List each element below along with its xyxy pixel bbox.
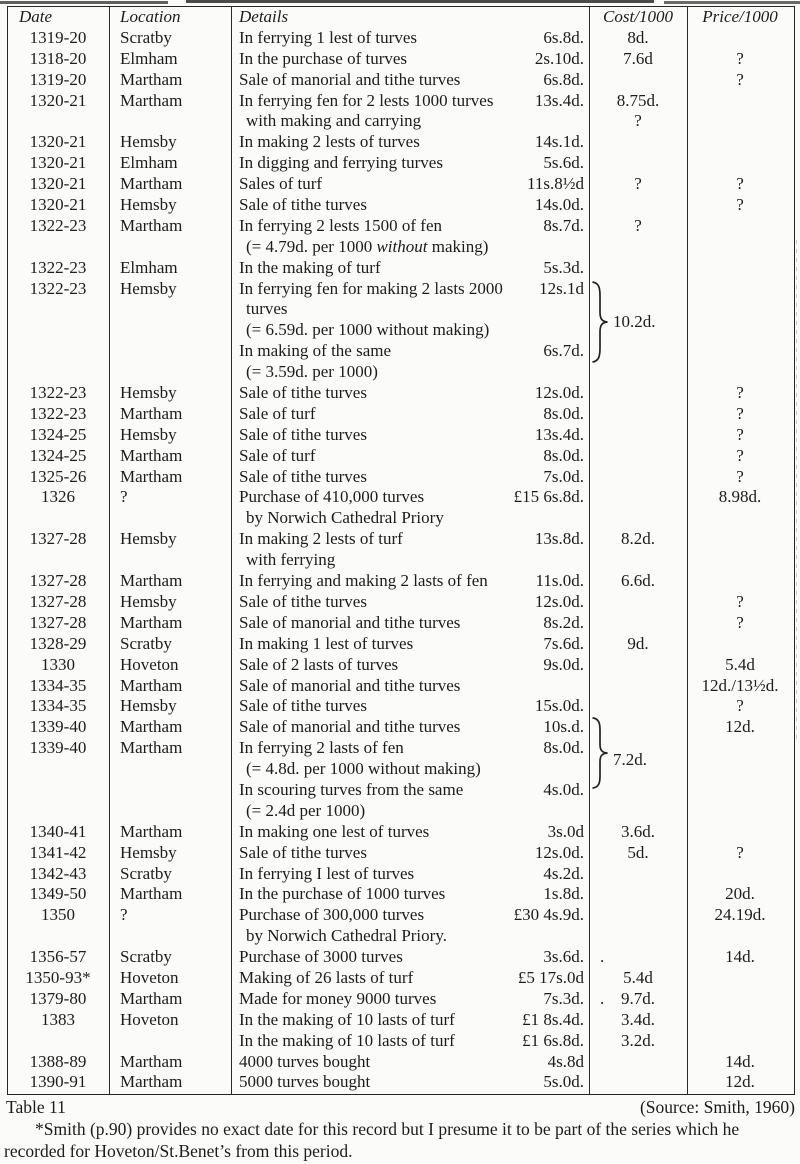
date-cell: 1356-57	[29, 947, 87, 967]
table-row	[8, 467, 794, 488]
details-cell: Sale of manorial and tithe turves	[239, 612, 461, 632]
table-row	[8, 341, 794, 362]
cost-cell: 7.6d	[623, 48, 653, 68]
price-cell: ?	[736, 69, 744, 89]
amount-cell: 3s.0d	[547, 821, 584, 841]
date-cell: 1322-23	[29, 278, 87, 298]
date-cell: 1339-40	[29, 738, 87, 758]
table-row	[8, 28, 794, 49]
cost-cell: 3.2d.	[621, 1030, 655, 1050]
location-cell: Hemsby	[120, 424, 177, 444]
table-row	[8, 446, 794, 467]
price-cell: ?	[736, 403, 744, 423]
cost-cell: 3.4d.	[621, 1009, 655, 1029]
table-row	[8, 1052, 794, 1073]
table-row	[8, 49, 794, 70]
table-caption: Table 11	[6, 1097, 66, 1117]
details-cell: (= 2.4d per 1000)	[246, 800, 366, 820]
table-row	[8, 884, 794, 905]
location-cell: Hoveton	[120, 967, 179, 987]
amount-cell: 9s.0d.	[543, 654, 584, 674]
table-row	[8, 989, 794, 1010]
amount-cell: 5s.0d.	[543, 1072, 584, 1092]
price-cell: ?	[736, 424, 744, 444]
cost-cell: 3.6d.	[621, 821, 655, 841]
amount-cell: 13s.4d.	[534, 90, 584, 110]
amount-cell: 7s.0d.	[543, 466, 584, 486]
table-row	[8, 425, 794, 446]
details-cell: In the making of turf	[239, 257, 381, 277]
header-price: Price/1000	[702, 7, 778, 26]
details-cell: Purchase of 300,000 turves	[239, 905, 425, 925]
table-row	[8, 634, 794, 655]
details-cell: In digging and ferrying turves	[239, 153, 443, 173]
details-cell: Sale of manorial and tithe turves	[239, 69, 461, 89]
date-cell: 1319-20	[29, 69, 87, 89]
amount-cell: 6s.8d.	[543, 27, 584, 47]
cost-cell: ?	[634, 215, 642, 235]
details-cell: Sale of tithe turves	[239, 591, 367, 611]
table-row	[8, 237, 794, 258]
table-row	[8, 926, 794, 947]
amount-cell: £1 8s.4d.	[522, 1009, 584, 1029]
location-cell: Martham	[120, 69, 183, 89]
scan-artifact	[0, 1, 168, 4]
price-cell: ?	[736, 383, 744, 403]
date-cell: 1383	[41, 1009, 75, 1029]
amount-cell: 8s.0d.	[543, 445, 584, 465]
price-cell: ?	[736, 591, 744, 611]
location-cell: Hemsby	[120, 195, 177, 215]
date-cell: 1388-89	[29, 1051, 87, 1071]
date-cell: 1328-29	[29, 633, 87, 653]
price-cell: 8.98d.	[718, 487, 762, 507]
cost-group-brace	[591, 281, 609, 368]
date-cell: 1340-41	[29, 821, 87, 841]
table-row	[8, 70, 794, 91]
details-cell: (= 3.59d. per 1000)	[246, 362, 378, 382]
details-cell: (= 6.59d. per 1000 without making)	[246, 320, 490, 340]
table-row	[8, 613, 794, 634]
header-cost: Cost/1000	[603, 7, 673, 26]
details-cell: Sale of tithe turves	[239, 424, 367, 444]
details-cell: In making 2 lests of turf	[239, 529, 403, 549]
cost-cell: ?	[634, 174, 642, 194]
price-cell: ?	[736, 195, 744, 215]
amount-cell: 2s.10d.	[534, 48, 584, 68]
details-cell: with making and carrying	[246, 111, 422, 131]
amount-cell: 4s.0d.	[543, 779, 584, 799]
price-cell: ?	[736, 445, 744, 465]
amount-cell: 4s.8d	[547, 1051, 584, 1071]
details-cell: In the making of 10 lasts of turf	[239, 1030, 455, 1050]
date-cell: 1320-21	[29, 90, 87, 110]
details-cell: In the purchase of turves	[239, 48, 408, 68]
location-cell: Scratby	[120, 27, 172, 47]
details-cell: Made for money 9000 turves	[239, 988, 437, 1008]
date-cell: 1319-20	[29, 27, 87, 47]
date-cell: 1350	[41, 905, 75, 925]
table-row	[8, 508, 794, 529]
date-cell: 1320-21	[29, 153, 87, 173]
details-cell: In ferrying I lest of turves	[239, 863, 415, 883]
location-cell: Hoveton	[120, 1009, 179, 1029]
table-row	[8, 404, 794, 425]
table-row	[8, 550, 794, 571]
table-row	[8, 717, 794, 738]
details-cell: Sale of tithe turves	[239, 383, 367, 403]
amount-cell: 15s.0d.	[534, 696, 584, 716]
date-cell: 1318-20	[29, 48, 87, 68]
details-cell: Sale of tithe turves	[239, 195, 367, 215]
details-cell: by Norwich Cathedral Priory	[246, 508, 444, 528]
location-cell: ?	[120, 905, 128, 925]
details-cell: (= 4.8d. per 1000 without making)	[246, 759, 481, 779]
details-cell: Sale of turf	[239, 403, 316, 423]
location-cell: Martham	[120, 174, 183, 194]
date-cell: 1339-40	[29, 717, 87, 737]
location-cell: Martham	[120, 215, 183, 235]
table-row	[8, 843, 794, 864]
table-row	[8, 91, 794, 112]
details-cell: In ferrying and making 2 lasts of fen	[239, 571, 488, 591]
amount-cell: 13s.8d.	[534, 529, 584, 549]
table-row	[8, 1031, 794, 1052]
cost-cell: 5d.	[627, 842, 649, 862]
amount-cell: £15 6s.8d.	[513, 487, 584, 507]
location-cell: Hemsby	[120, 278, 177, 298]
table-row	[8, 738, 794, 759]
details-cell: by Norwich Cathedral Priory.	[246, 926, 447, 946]
location-cell: Martham	[120, 445, 183, 465]
table-row	[8, 801, 794, 822]
amount-cell: 4s.2d.	[543, 863, 584, 883]
header-location: Location	[120, 7, 181, 26]
date-cell: 1334-35	[29, 696, 87, 716]
table-row	[8, 822, 794, 843]
details-cell: Sale of tithe turves	[239, 842, 367, 862]
location-cell: Martham	[120, 988, 183, 1008]
location-cell: Elmham	[120, 48, 178, 68]
amount-cell: 14s.0d.	[534, 195, 584, 215]
location-cell: Martham	[120, 1072, 183, 1092]
table-row	[8, 383, 794, 404]
cost-cell: 6.6d.	[621, 571, 655, 591]
location-cell: ?	[120, 487, 128, 507]
amount-cell: 3s.6d.	[543, 947, 584, 967]
details-cell: Purchase of 410,000 turves	[239, 487, 425, 507]
date-cell: 1341-42	[29, 842, 87, 862]
location-cell: Martham	[120, 675, 183, 695]
date-cell: 1322-23	[29, 383, 87, 403]
location-cell: Elmham	[120, 153, 178, 173]
date-cell: 1324-25	[29, 424, 87, 444]
table-row	[8, 132, 794, 153]
date-cell: 1326	[41, 487, 75, 507]
details-cell: In the making of 10 lasts of turf	[239, 1009, 455, 1029]
table-row	[8, 1010, 794, 1031]
date-cell: 1324-25	[29, 445, 87, 465]
cost-cell: 5.4d	[623, 967, 653, 987]
location-cell: Martham	[120, 717, 183, 737]
location-cell: Martham	[120, 403, 183, 423]
location-cell: Hemsby	[120, 842, 177, 862]
amount-cell: 6s.7d.	[543, 341, 584, 361]
details-cell: (= 4.79d. per 1000 without making)	[246, 236, 489, 256]
price-cell: ?	[736, 48, 744, 68]
date-cell: 1342-43	[29, 863, 87, 883]
location-cell: Martham	[120, 1051, 183, 1071]
date-cell: 1320-21	[29, 132, 87, 152]
location-cell: Martham	[120, 738, 183, 758]
table-row	[8, 529, 794, 550]
table-row	[8, 320, 794, 341]
amount-cell: 13s.4d.	[534, 424, 584, 444]
amount-cell: 14s.1d.	[534, 132, 584, 152]
table-row	[8, 299, 794, 320]
details-cell: Purchase of 3000 turves	[239, 947, 403, 967]
details-cell: Sale of 2 lasts of turves	[239, 654, 399, 674]
details-cell: In scouring turves from the same	[239, 779, 464, 799]
details-cell: Making of 26 lasts of turf	[239, 967, 414, 987]
scan-artifact	[664, 1, 800, 4]
date-cell: 1334-35	[29, 675, 87, 695]
location-cell: Martham	[120, 884, 183, 904]
amount-cell: 11s.8½d	[527, 174, 584, 194]
source-citation: (Source: Smith, 1960)	[639, 1097, 795, 1117]
details-cell: In ferrying fen for making 2 lasts 2000	[239, 278, 503, 298]
price-cell: 12d./13½d.	[701, 675, 779, 695]
date-cell: 1322-23	[29, 257, 87, 277]
price-cell: 20d.	[725, 884, 755, 904]
cost-cell: ?	[634, 111, 642, 131]
location-cell: Martham	[120, 612, 183, 632]
brace-cost-value: 7.2d.	[613, 750, 647, 769]
table-row	[8, 905, 794, 926]
location-cell: Martham	[120, 90, 183, 110]
date-cell: 1320-21	[29, 174, 87, 194]
table-row	[8, 864, 794, 885]
footnote-line-1: *Smith (p.90) provides no exact date for this record but I presume it to be part of the series which he	[35, 1119, 740, 1139]
table-row	[8, 279, 794, 300]
price-cell: 14d.	[725, 1051, 755, 1071]
details-cell: Sale of turf	[239, 445, 316, 465]
amount-cell: 12s.0d.	[534, 591, 584, 611]
cost-group-brace	[591, 717, 609, 794]
table-row	[8, 655, 794, 676]
details-cell: In ferrying 2 lasts of fen	[239, 738, 404, 758]
amount-cell: 12s.0d.	[534, 842, 584, 862]
amount-cell: £5 17s.0d	[517, 967, 584, 987]
amount-cell: 8s.2d.	[543, 612, 584, 632]
amount-cell: 8s.0d.	[543, 403, 584, 423]
location-cell: Scratby	[120, 947, 172, 967]
turves-data-table	[7, 6, 795, 1095]
location-cell: Martham	[120, 571, 183, 591]
location-cell: Scratby	[120, 633, 172, 653]
details-cell: Sale of tithe turves	[239, 696, 367, 716]
table-row	[8, 592, 794, 613]
amount-cell: 12s.0d.	[534, 383, 584, 403]
location-cell: Martham	[120, 821, 183, 841]
amount-cell: 12s.1d	[539, 278, 584, 298]
details-cell: In making one lest of turves	[239, 821, 430, 841]
date-cell: 1325-26	[29, 466, 87, 486]
price-cell: 12d.	[725, 717, 755, 737]
amount-cell: 11s.0d.	[535, 571, 584, 591]
amount-cell: 10s.d.	[543, 717, 584, 737]
location-cell: Hemsby	[120, 696, 177, 716]
location-cell: Hemsby	[120, 383, 177, 403]
date-cell: 1327-28	[29, 591, 87, 611]
amount-cell: 5s.3d.	[543, 257, 584, 277]
details-cell: with ferrying	[246, 550, 336, 570]
cost-cell: 8.75d.	[616, 90, 660, 110]
date-cell: 1327-28	[29, 571, 87, 591]
price-cell: ?	[736, 174, 744, 194]
details-cell: In making of the same	[239, 341, 392, 361]
location-cell: Scratby	[120, 863, 172, 883]
location-cell: Hemsby	[120, 529, 177, 549]
location-cell: Martham	[120, 466, 183, 486]
cost-cell: . 9.7d.	[600, 988, 655, 1008]
scan-artifact	[186, 0, 654, 3]
table-row	[8, 362, 794, 383]
table-caption-row	[6, 1097, 795, 1118]
amount-cell: 7s.3d.	[543, 988, 584, 1008]
details-cell: Sale of manorial and tithe turves	[239, 675, 461, 695]
cost-cell: 8.2d.	[621, 529, 655, 549]
details-cell: In ferrying 1 lest of turves	[239, 27, 417, 47]
location-cell: Hoveton	[120, 654, 179, 674]
details-cell: In making 1 lest of turves	[239, 633, 414, 653]
amount-cell: 5s.6d.	[543, 153, 584, 173]
date-cell: 1327-28	[29, 612, 87, 632]
details-cell: In ferrying 2 lests 1500 of fen	[239, 215, 443, 235]
cost-cell: 8d.	[627, 27, 649, 47]
location-cell: Hemsby	[120, 591, 177, 611]
date-cell: 1390-91	[29, 1072, 87, 1092]
price-cell: ?	[736, 612, 744, 632]
amount-cell: 1s.8d.	[543, 884, 584, 904]
table-row	[8, 111, 794, 132]
table-row	[8, 571, 794, 592]
details-cell: Sales of turf	[239, 174, 323, 194]
table-row	[8, 1072, 794, 1093]
date-cell: 1320-21	[29, 195, 87, 215]
price-cell: 5.4d	[725, 654, 755, 674]
footnote-line-2: recorded for Hoveton/St.Benet’s from this period.	[4, 1141, 353, 1161]
details-cell: 5000 turves bought	[239, 1072, 371, 1092]
details-cell: In making 2 lests of turves	[239, 132, 420, 152]
table-row	[8, 216, 794, 237]
table-header-row	[8, 7, 794, 28]
details-cell: turves	[246, 299, 288, 319]
price-cell: 12d.	[725, 1072, 755, 1092]
table-row	[8, 487, 794, 508]
table-row	[8, 258, 794, 279]
date-cell: 1379-80	[29, 988, 87, 1008]
amount-cell: £1 6s.8d.	[522, 1030, 584, 1050]
table-row: 1356-57 Scratby Purchase of 3000 turves 3s.6d. . 14d.	[8, 947, 794, 968]
price-cell: ?	[736, 466, 744, 486]
table-row	[8, 676, 794, 697]
price-cell: 24.19d.	[714, 905, 766, 925]
table-rows	[8, 7, 794, 1093]
details-cell: In the purchase of 1000 turves	[239, 884, 446, 904]
details-cell: In ferrying fen for 2 lests 1000 turves	[239, 90, 494, 110]
location-cell: Hemsby	[120, 132, 177, 152]
date-cell: 1322-23	[29, 403, 87, 423]
details-cell: 4000 turves bought	[239, 1051, 371, 1071]
date-cell: 1350-93*	[25, 967, 91, 987]
header-details: Details	[239, 7, 289, 26]
amount-cell: 8s.0d.	[543, 738, 584, 758]
brace-cost-value: 10.2d.	[613, 312, 656, 331]
table-row	[8, 759, 794, 780]
table-row	[8, 968, 794, 989]
cost-cell: 9d.	[627, 633, 649, 653]
amount-cell: 8s.7d.	[543, 215, 584, 235]
amount-cell: 6s.8d.	[543, 69, 584, 89]
details-cell: Sale of manorial and tithe turves	[239, 717, 461, 737]
price-cell: ?	[736, 842, 744, 862]
table-row	[8, 780, 794, 801]
date-cell: 1322-23	[29, 215, 87, 235]
table-row	[8, 195, 794, 216]
date-cell: 1349-50	[29, 884, 87, 904]
date-cell: 1330	[41, 654, 75, 674]
scan-artifact	[796, 240, 797, 740]
location-cell: Elmham	[120, 257, 178, 277]
details-cell: Sale of tithe turves	[239, 466, 367, 486]
amount-cell: £30 4s.9d.	[513, 905, 584, 925]
amount-cell: 7s.6d.	[543, 633, 584, 653]
date-cell: 1327-28	[29, 529, 87, 549]
table-row	[8, 696, 794, 717]
table-row	[8, 153, 794, 174]
table-row	[8, 174, 794, 195]
header-date: Date	[19, 7, 53, 26]
price-cell: ?	[736, 696, 744, 716]
price-cell: 14d.	[725, 947, 755, 967]
